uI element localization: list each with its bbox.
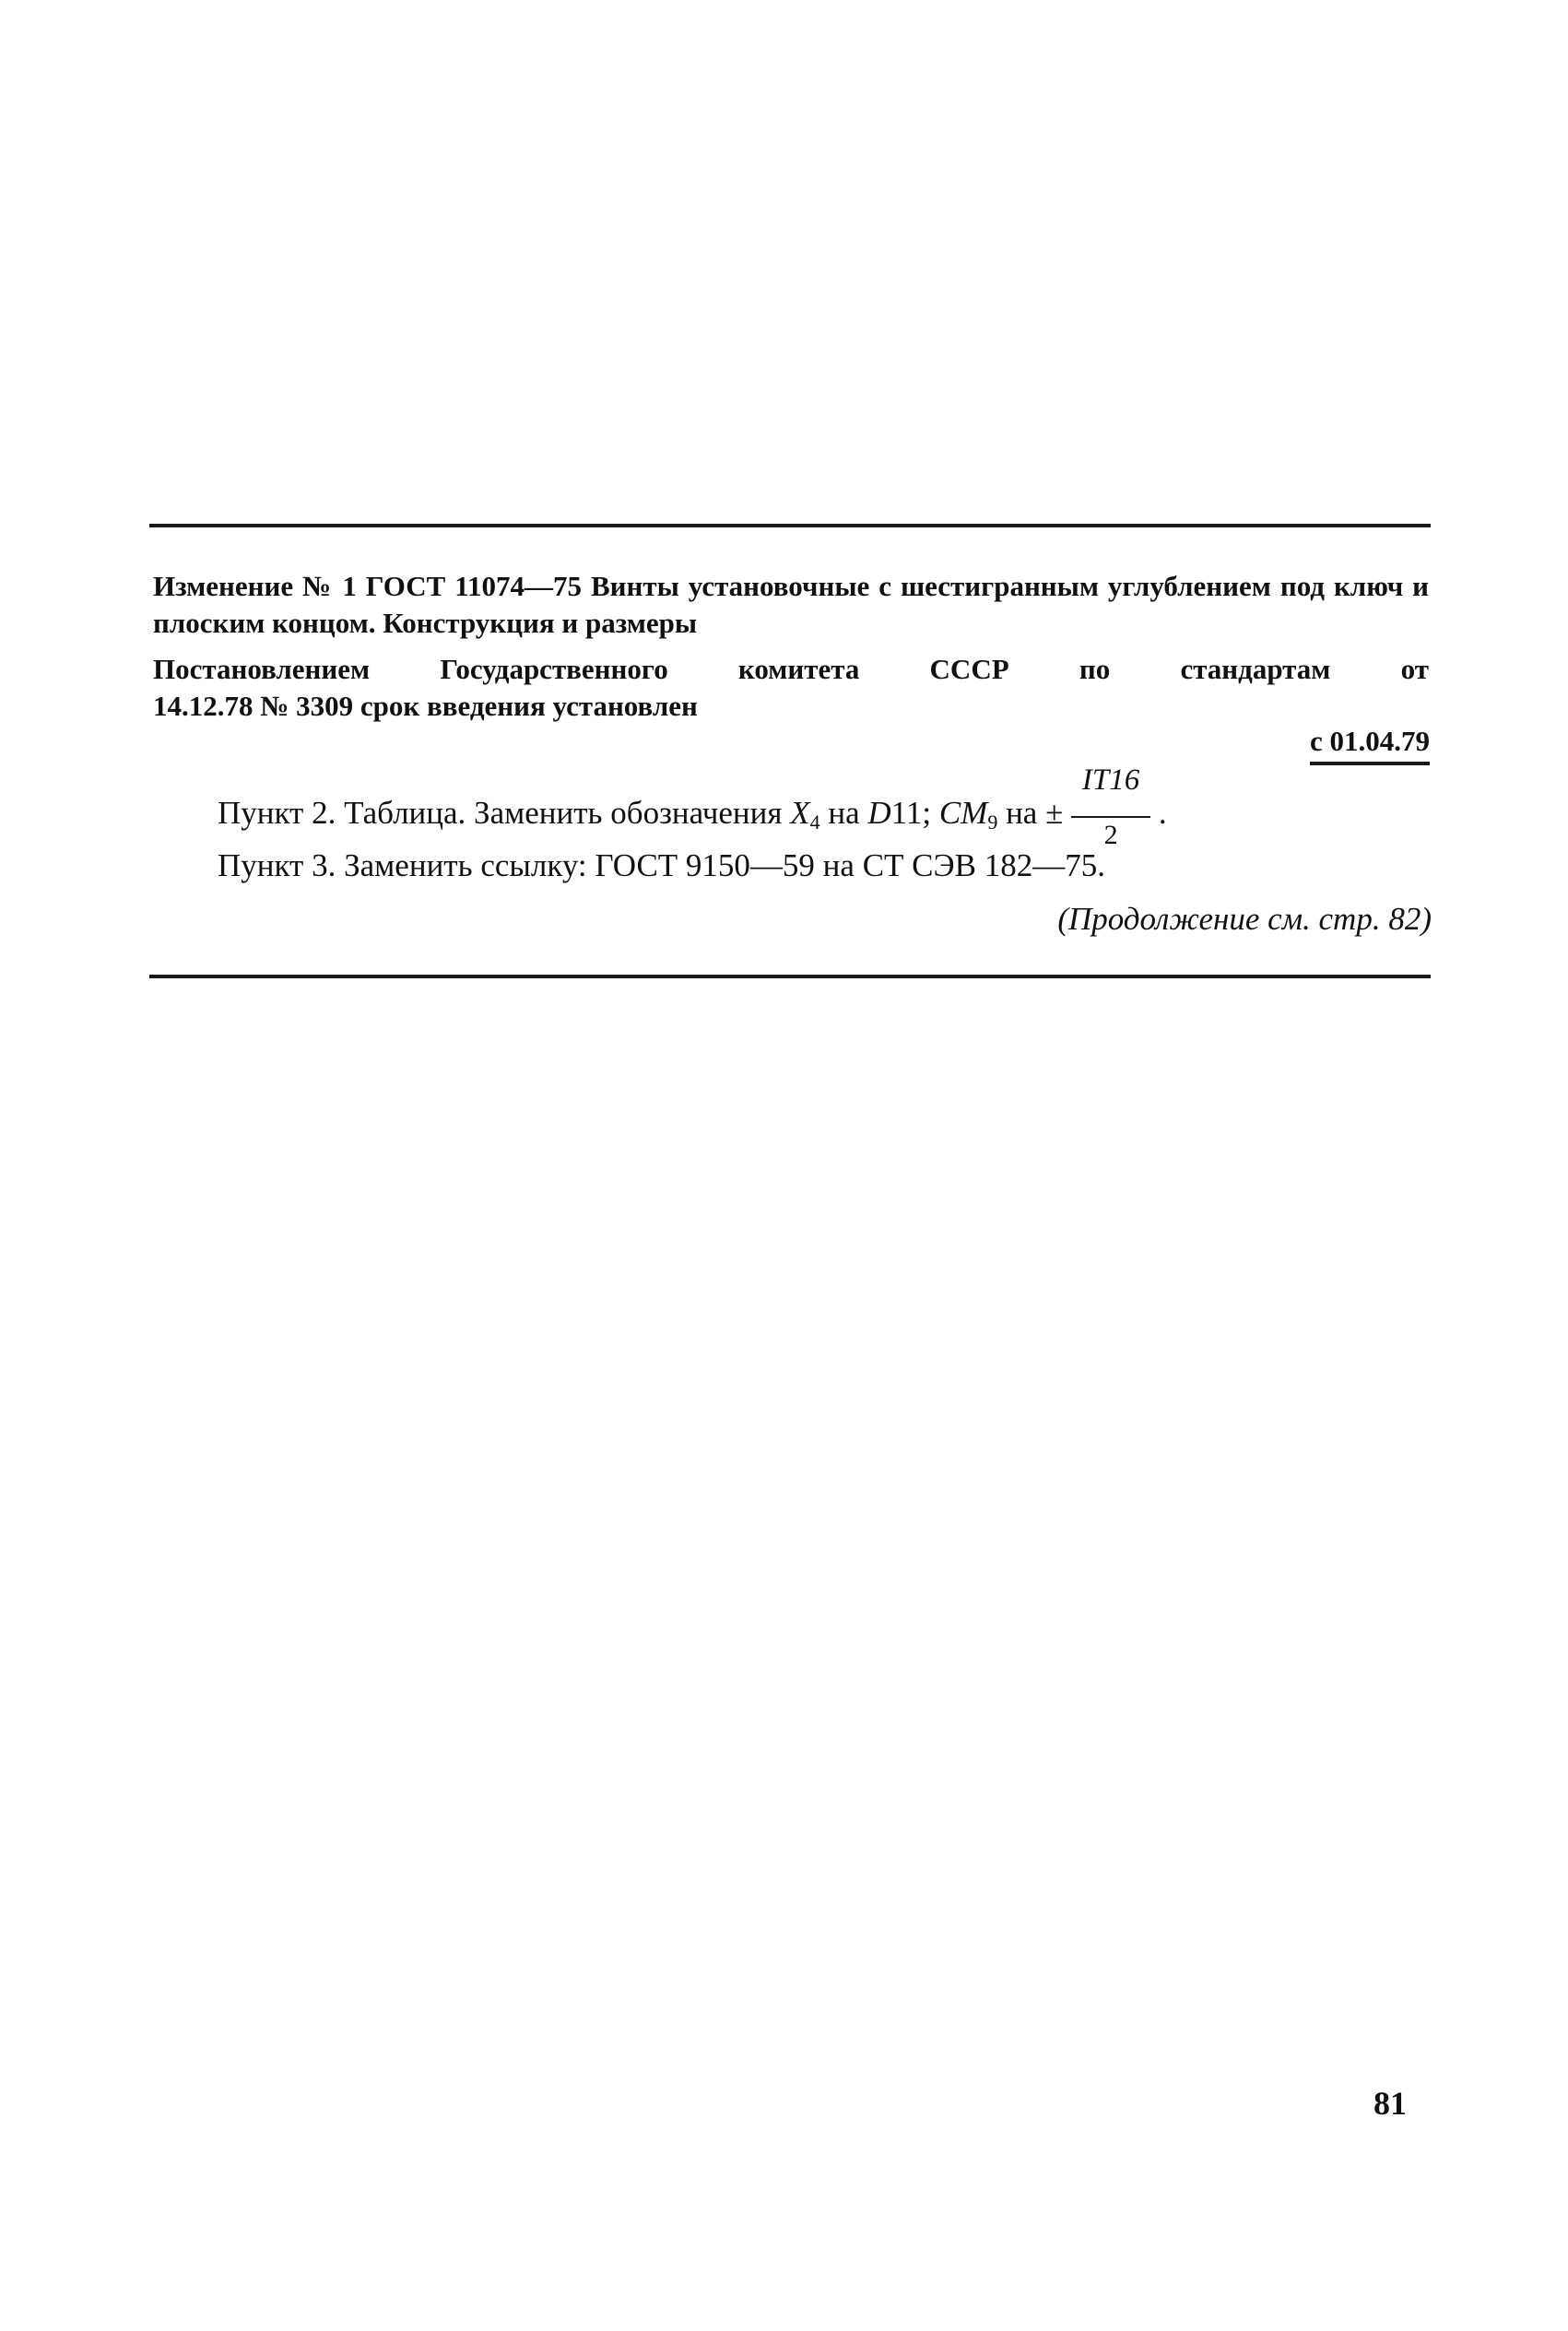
decree-word: СССР <box>929 653 1009 685</box>
decree-word: по <box>1079 653 1111 685</box>
item-2-na-2: на ± <box>997 795 1072 831</box>
symbol-x-subscript: 4 <box>809 811 820 834</box>
fraction-denominator: 2 <box>1103 820 1118 850</box>
effective-date-text: с 01.04.79 <box>1310 725 1430 765</box>
bottom-horizontal-rule <box>149 975 1431 978</box>
decree-word: стандартам <box>1180 653 1331 685</box>
continuation-note: (Продолжение см. стр. 82) <box>1057 901 1432 937</box>
symbol-d-value: 11; <box>890 795 939 831</box>
decree-line-1 <box>153 651 1429 688</box>
amendment-title: Изменение № 1 ГОСТ 11074—75 Винты установочные с шестигранным углублением под ключ и плоским концом. Конструкция и размеры <box>153 570 1429 639</box>
item-3-text: Пункт 3. Заменить ссылку: ГОСТ 9150—59 на СТ СЭВ 182—75. <box>218 847 1105 883</box>
item-2-na-1: на <box>819 795 868 831</box>
symbol-cm-subscript: 9 <box>987 811 998 834</box>
symbol-d: D <box>867 795 891 831</box>
tolerance-fraction <box>1071 763 1150 850</box>
decree-word: от <box>1400 653 1429 685</box>
page-number: 81 <box>1373 2085 1407 2122</box>
decree-block <box>153 651 1429 725</box>
effective-date <box>1310 725 1430 765</box>
fraction-numerator: IT16 <box>1081 763 1140 797</box>
decree-word: Постановлением <box>153 653 371 685</box>
decree-line-2: 14.12.78 № 3309 срок введения установлен <box>153 690 698 722</box>
symbol-x: X <box>790 795 810 831</box>
item-2-text <box>218 763 1167 850</box>
decree-word: комитета <box>737 653 860 685</box>
top-horizontal-rule <box>149 524 1431 527</box>
symbol-cm: CM <box>938 795 988 831</box>
item-2-end: . <box>1150 795 1167 831</box>
decree-word: Государственного <box>440 653 668 685</box>
item-2-prefix: Пункт 2. Таблица. Заменить обозначения <box>218 795 791 831</box>
